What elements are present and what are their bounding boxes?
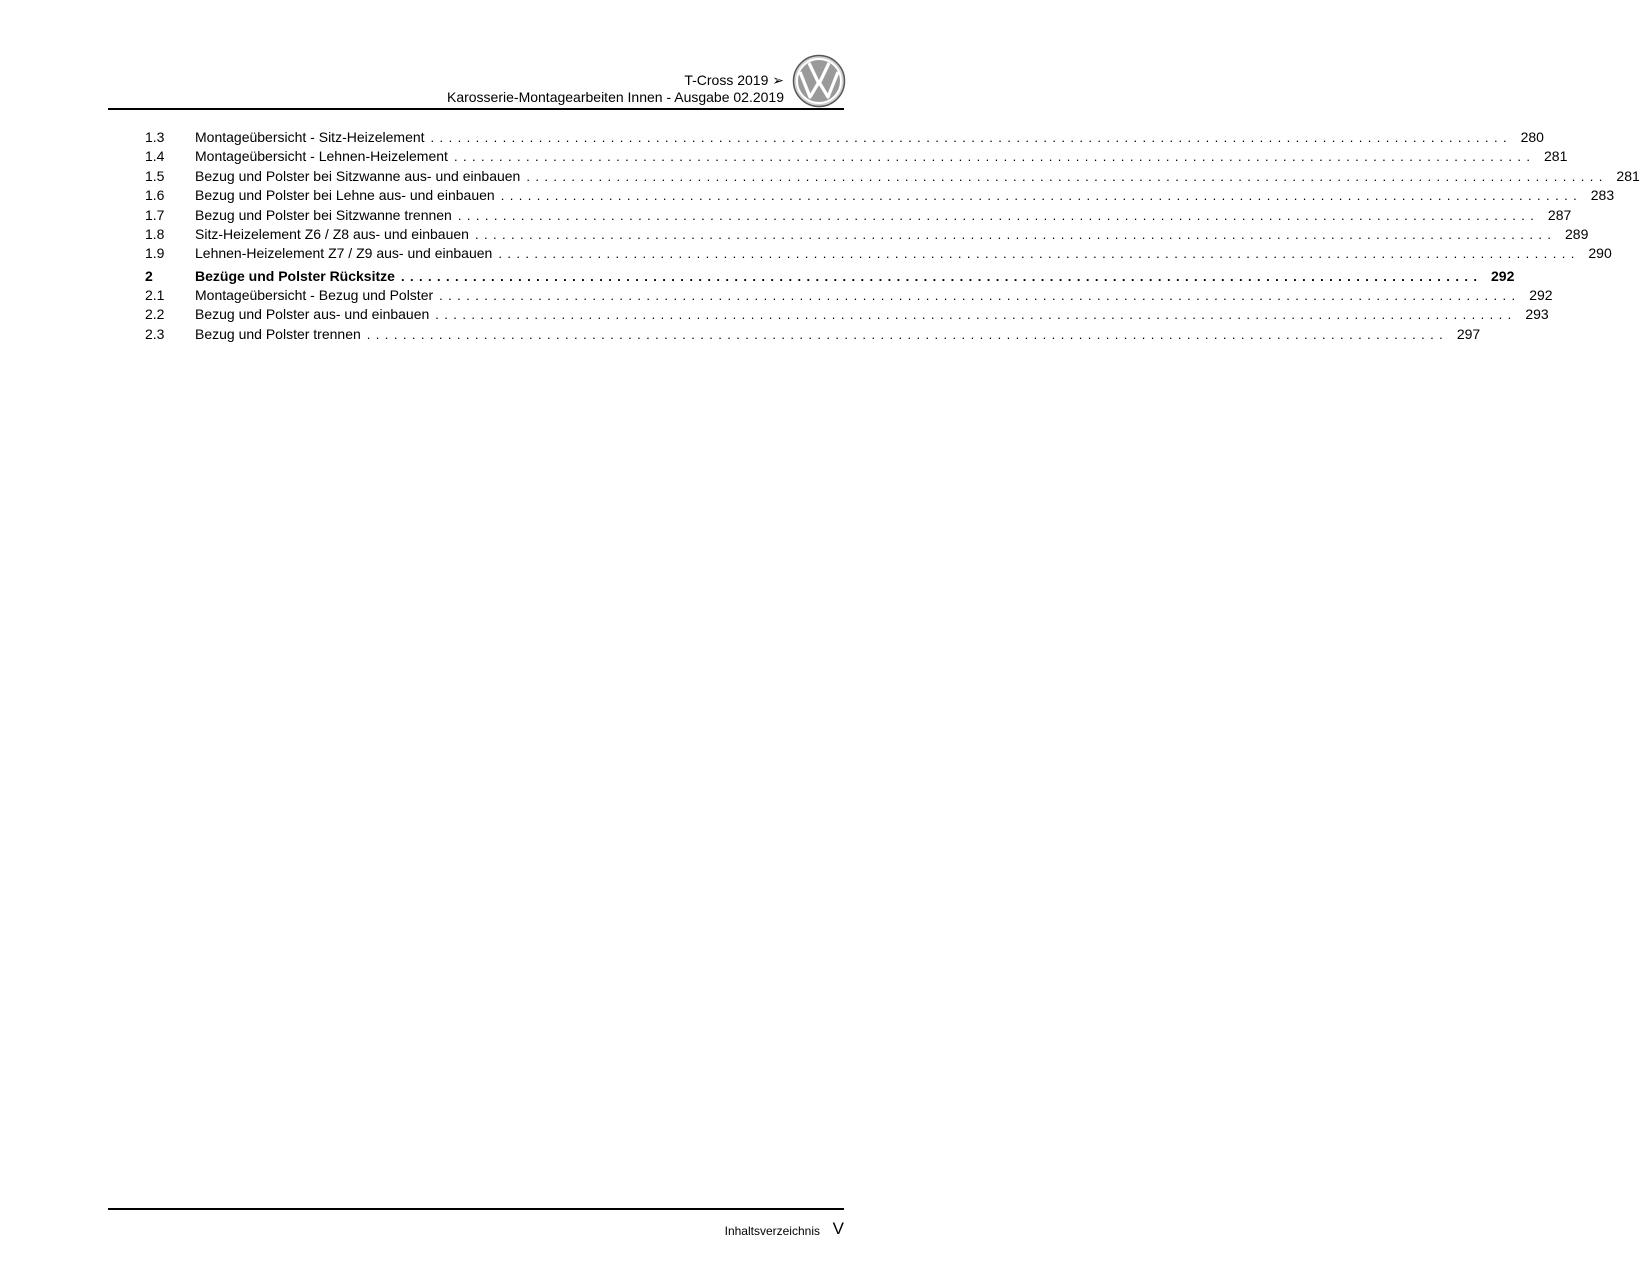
toc-entry-title[interactable]: Montageübersicht - Lehnen-Heizelement	[195, 148, 448, 165]
toc-entry[interactable]	[145, 225, 1589, 244]
toc-entry[interactable]	[145, 244, 1612, 263]
toc-entry-number: 1.8	[145, 225, 165, 242]
toc-entry-title[interactable]: Montageübersicht - Sitz-Heizelement	[195, 129, 425, 145]
toc-entry[interactable]	[145, 286, 1553, 305]
toc-entry-number: 1.3	[145, 129, 165, 145]
toc-entry-page[interactable]: 287	[1547, 206, 1572, 223]
toc-leader-dots: ........................................................................................................................	[366, 326, 1449, 342]
toc-entry[interactable]	[145, 267, 1515, 286]
footer-page-number: V	[832, 1219, 844, 1238]
toc-entry-page[interactable]: 292	[1529, 286, 1553, 303]
toc-entry-page[interactable]: 292	[1491, 267, 1515, 284]
toc-entry-title[interactable]: Montageübersicht - Bezug und Polster	[195, 286, 434, 303]
toc-entry-title[interactable]: Bezug und Polster aus- und einbauen	[195, 306, 430, 323]
toc-entry-page[interactable]: 280	[1520, 129, 1544, 145]
toc-entry-page[interactable]: 297	[1456, 325, 1481, 342]
toc-leader-dots: ........................................................................................................................	[435, 307, 1517, 323]
header-subtitle: Karosserie-Montagearbeiten Innen - Ausgabe 02.2019	[446, 89, 784, 105]
toc-entry-title[interactable]: Lehnen-Heizelement Z7 / Z9 aus- und einbauen	[195, 245, 493, 262]
toc-entry-title[interactable]: Bezug und Polster bei Sitzwanne aus- und einbauen	[195, 167, 521, 184]
toc-entry-title[interactable]: Bezüge und Polster Rücksitze	[195, 267, 395, 284]
toc-entry-number: 1.5	[145, 167, 165, 184]
toc-entry-page[interactable]: 283	[1590, 187, 1615, 204]
toc-leader-dots: ........................................................................................................................	[474, 226, 1557, 242]
footer-divider	[108, 1208, 844, 1210]
toc-entry-title[interactable]: Sitz-Heizelement Z6 / Z8 aus- und einbauen	[195, 225, 469, 242]
toc-leader-dots: ........................................................................................................................	[526, 168, 1608, 184]
toc-leader-dots: ........................................................................................................................	[430, 130, 1512, 145]
toc-entry-page[interactable]: 289	[1565, 225, 1589, 242]
toc-entry[interactable]	[145, 305, 1549, 324]
page-header	[447, 72, 784, 106]
toc-entry-page[interactable]: 281	[1616, 167, 1640, 184]
toc-entry-number: 1.7	[145, 206, 165, 223]
toc-leader-dots: ........................................................................................................................	[439, 287, 1521, 303]
toc-entry[interactable]	[145, 128, 1544, 147]
toc-leader-dots: ........................................................................................................................	[453, 149, 1536, 165]
header-divider	[108, 108, 844, 110]
toc-leader-dots: ........................................................................................................................	[500, 188, 1583, 204]
toc-entry-number: 1.6	[145, 187, 165, 204]
toc-entry-number: 2	[145, 267, 153, 284]
toc-entry-number: 2.3	[145, 325, 165, 342]
toc-entry-page[interactable]: 293	[1525, 306, 1549, 323]
toc-entry-title[interactable]: Bezug und Polster trennen	[195, 325, 361, 342]
toc-entry-number: 2.2	[145, 306, 165, 323]
toc-entry-title[interactable]: Bezug und Polster bei Lehne aus- und einbauen	[195, 187, 495, 204]
toc-leader-dots: ........................................................................................................................	[400, 268, 1483, 284]
toc-entry-number: 1.4	[145, 148, 165, 165]
toc-entry-number: 2.1	[145, 286, 165, 303]
toc-leader-dots: ........................................................................................................................	[498, 246, 1580, 262]
toc-entry-number: 1.9	[145, 245, 165, 262]
toc-entry[interactable]	[145, 325, 1481, 344]
toc-entry-page[interactable]: 281	[1544, 148, 1568, 165]
toc-entry-page[interactable]: 290	[1588, 245, 1612, 262]
table-of-contents	[145, 128, 1640, 344]
toc-entry[interactable]	[145, 167, 1640, 186]
footer-section-label: Inhaltsverzeichnis	[724, 1224, 820, 1238]
vw-logo-icon	[792, 54, 846, 108]
toc-entry-title[interactable]: Bezug und Polster bei Sitzwanne trennen	[195, 206, 452, 223]
header-model: T-Cross 2019 ➢	[684, 72, 784, 88]
toc-entry[interactable]	[145, 206, 1572, 225]
toc-entry[interactable]	[145, 147, 1568, 166]
toc-entry[interactable]	[145, 186, 1615, 205]
toc-leader-dots: ........................................................................................................................	[457, 207, 1540, 223]
